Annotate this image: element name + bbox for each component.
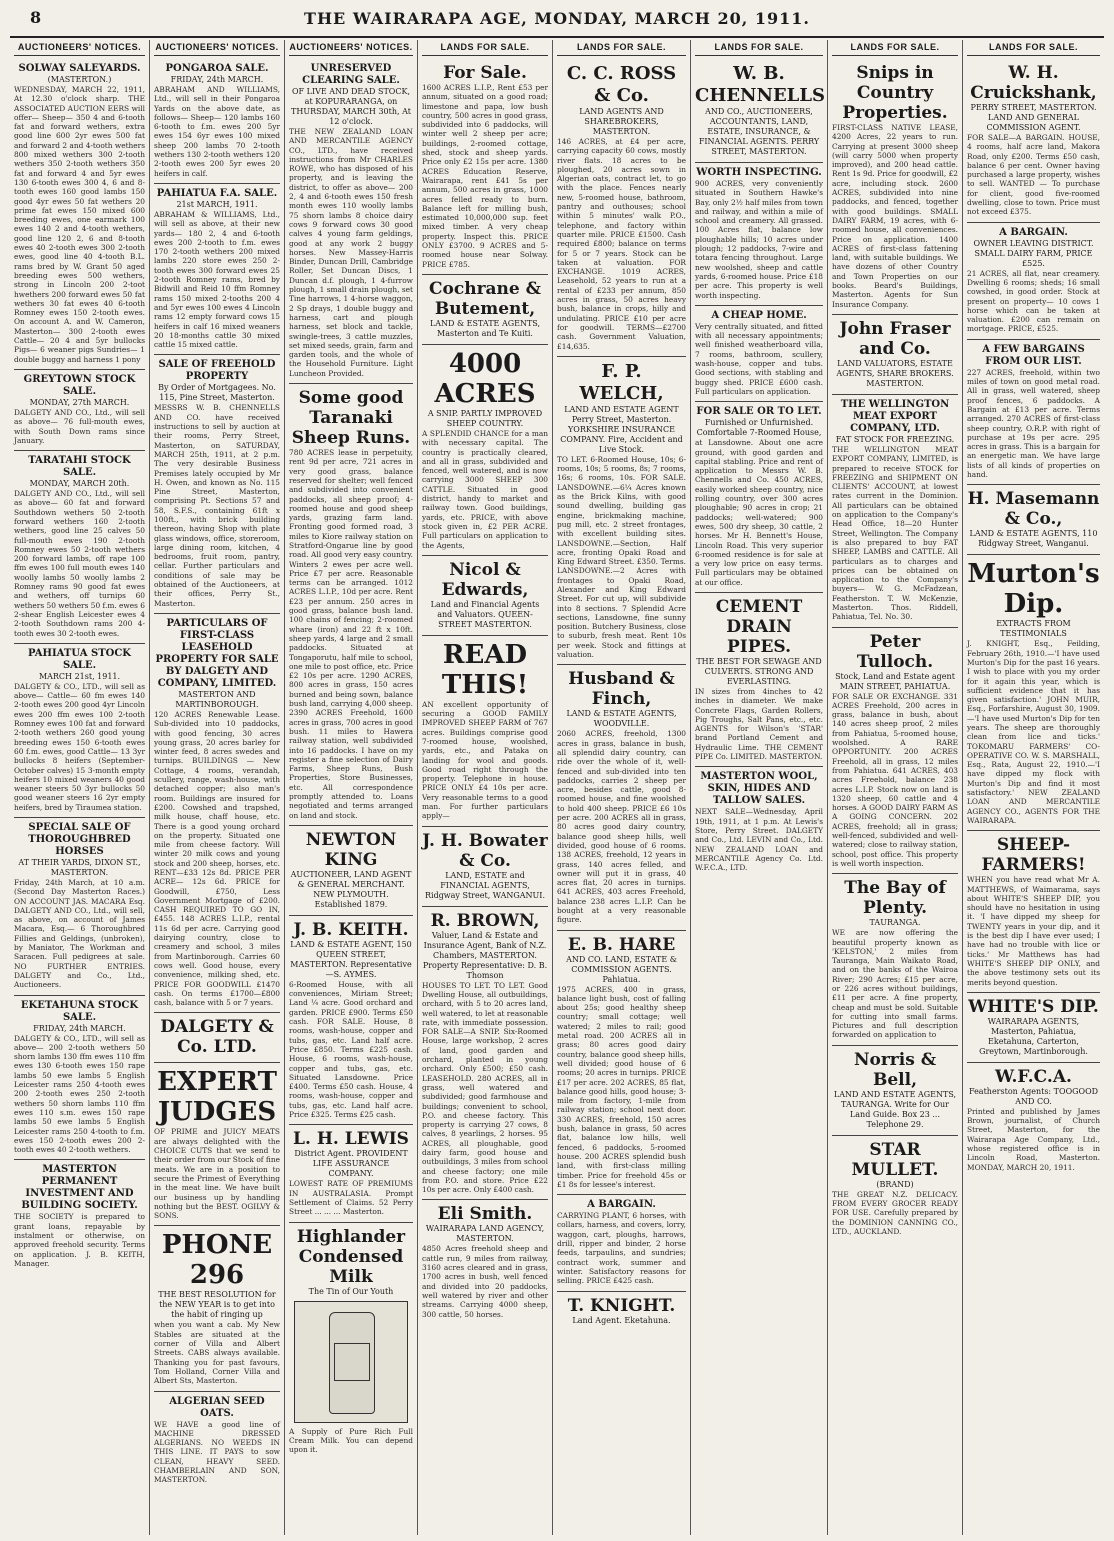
ad-title: For Sale. [443,63,527,83]
ad-title: EXPERT JUDGES [157,1067,277,1128]
advertisement [422,275,548,345]
ad-body: 146 ACRES, at £4 per acre, carrying capacity 60 cows, mostly river flats. 18 acres to be ploughed, 20 acres sown in Algerian oats, contract let, to go with the place. Fences nearly new, 5-roomed house, bathroom, pantry and outhouses; school within 5 minutes' walk P.O., telephone, and factory within quarter mile. PRICE £1500. Cash required £800; balance on terms for 5 or 7 years. Stock can be taken at valuation. FOR EXCHANGE. 1019 ACRES, Leasehold, 52 years to run at a rental of £233 per annum, 850 acres in grass, 50 acres heavy bush, balance in crops, hilly and undulating. PRICE £10 per acre for goodwill. TERMS—£2700 cash. Government Valuation, £14,635. [557,137,686,351]
advertisement [832,1136,958,1241]
column-header: AUCTIONEERS' NOTICES. [289,40,413,56]
ad-body: AN excellent opportunity of securing a GOOD FAMILY IMPROVED SHEEP FARM of 767 acres. Buildings comprise good 7-roomed house, woolshed, yards, etc., and Pataka on landing for wool and goods. Good road right through the property. Telephone in house. PRICE ONLY £4 10s per acre. Very reasonable terms to a good man. For further particulars apply— [422,699,548,821]
advertisement [154,59,280,184]
ad-body: 2060 ACRES, freehold, 1300 acres in grass, balance in bush, all splendid dairy country, can ride over the whole of it, well-fenced and sub-divided into ten paddocks, carries 2 sheep per acre, besides cattle, good 8-roomed house, and fine woolshed to hold 400 sheep. PRICE £6 10s per acre. 200 ACRES all in grass, 80 acres good dairy country, balance good sheep hills, well divided, good house of 6 rooms. 138 ACRES, freehold, 12 years in grass, 140 acres felled, and owner will put it in grass, 40 acres flat, 20 acres in turnips. 641 ACRES, 403 acres Freehold, balance 238 acres L.I.P. Can be bought at a very reasonable figure. [557,729,686,925]
advertisement [695,163,823,306]
page-number: 8 [30,8,42,27]
ad-body: 21 ACRES, all flat, near creamery. Dwelling 6 rooms; sheds; 16 small cowshed, in good order. Stock at present on property— 10 cows 1 horse which can be taken at valuation. £200 can remain on mortgage. PRICE, £525. [967,268,1100,334]
ad-title: READ THIS! [441,639,529,700]
advertisement [967,485,1100,555]
advertisement [14,370,145,451]
advertisement [967,555,1100,831]
ad-body: WEDNESDAY, MARCH 22, 1911, At 12.30 o'clock sharp. THE ASSOCIATED AUCTION EERS will offer— Sheep— 350 4 and 6-tooth fat and forward wethers, extra good line 600 2yr ewes 500 fat and forward 2 and 4-tooth wethers 800 mixed wethers 300 2-tooth wethers 350 2-tooth wethers 350 fat and forward 4 and 5yr ewes 130 6-tooth ewes 300 4, 6 and 8-tooth ewes 160 good lambs 150 good 4yr ewes 50 fat wethers 20 prime fat ewes 150 mixed 600 breeding ewes, one earmark 100 ewes 140 2 and 4-tooth wethers, good line 120 2, 6 and 8-tooth ewes 40 2-tooth ewes 300 2-tooth ewes, good line 40 4-tooth B.L. rams bred by W. Grant 50 aged breeding ewes 500 wethers, strong in Lincoln 200 2-toot hwethers 200 forward ewes 50 fat wethers 30 fat ewes 40 6-tooth Romney ewes 150 2-tooth ewes. On account A. and W. Cameron, Masterton— 300 2-tooth ewes Cattle— 20 4 and 5yr bullocks Pigs— 6 weaner pigs Sundries— 1 double buggy and harness 1 pony [14,85,145,364]
ad-title: MASTERTON WOOL, SKIN, HIDES AND TALLOW SALES. [700,771,818,807]
ad-title: DALGETY & Co. LTD. [160,1017,274,1058]
column-2 [150,40,285,1535]
ad-title: MASTERTON PERMANENT INVESTMENT AND BUILDING SOCIETY. [21,1164,138,1212]
ad-body: WE are now offering the beautiful property known as 'KELSTON,' 2 miles from Tauranga, Main Waikato Road, and on the banks of the Wairoa River; 290 Acres; £15 per acre, or 226 acres without buildings, £11 per acre. A fine property, cheap and must be sold. Suitable for cutting into small farms. Pictures and full description forwarded on application to [832,928,958,1040]
column-header: LANDS FOR SALE. [695,40,823,56]
column-6 [691,40,828,1535]
advertisement [557,665,686,930]
ad-subtitle: LAND AGENTS AND SHAREBROKERS, MASTERTON. [579,107,664,136]
ad-title: Murton's Dip. [967,559,1100,620]
column-7 [828,40,963,1535]
advertisement [557,931,686,1196]
advertisement [967,1063,1100,1177]
ad-body: THE NEW ZEALAND LOAN AND MERCANTILE AGENCY CO., LTD., have received instructions from Mr CHARLES ROWE, who has disposed of his property, and is leaving the district, to offer as above— 200 2, 4 and 6-tooth ewes 150 fresh month ewes 110 woolly lambs 75 shorn lambs 8 choice dairy cows 9 forward cows 30 good calves 4 young farm geldings, good at any work 2 buggy horses. New Massey-Harris Binder, Duncan Drill, Cambridge Roller, Set Duncan Discs, 1 Duncan d.f. plough, 1 4-furrow plough, 1 small drain plough, set Tine harrows, 1 4-horse waggon, 2 Sp drays, 1 double buggy and harness, cart and plough harness, set block and tackle, swingle-trees, 3 cattle muzzles, set mixed seeds, grain, farm and garden tools, and the whole of the Household Furniture. Light Luncheon Provided. [289,127,413,378]
ad-subtitle: District Agent. PROVIDENT LIFE ASSURANCE COMPANY. [294,1149,408,1179]
column-4 [418,40,553,1535]
ad-subtitle: (MASTERTON.) [47,75,112,84]
ad-subtitle: Land Agent. Eketahuna. [572,1315,671,1325]
ad-body: HOUSES TO LET. TO LET. Good Dwelling House, all outbuildings, orchard, with 5 to 20 acres land, well watered, to let at reasonable rate, with immediate possession. FOR SALE—A SNIP. Six-Roomed House, large workshop, 2 acres of land, good garden and orchard, planted in young orchard. Only £500; £50 cash. LEASEHOLD. 280 ACRES, all in grass, well watered and subdivided; good farmhouse and buildings; convenient to school, P.O. and cheese factory. This property is carrying 27 cows, 8 calves, 8 yearlings, 2 horses. 95 ACRES, all ploughable, good dairy farm, good house and outbuildings, 3 miles from school and cheese factory; one mile from P.O. and store. Price £22 10s per acre. Only £400 cash. [422,980,548,1195]
advertisement [422,345,548,556]
ad-title: E. B. HARE [567,934,676,955]
advertisement [14,818,145,996]
ad-title: Nicol & Edwards, [441,559,529,600]
ad-subtitle: LAND & ESTATE AGENTS, Masterton and Te Kuiti. [429,318,541,338]
column-3 [285,40,418,1535]
ad-body: DALGETY AND CO., Ltd., will sell as above— 76 full-mouth ewes, with South Down rams since January. [14,407,145,445]
ad-body: OF PRIME and JUICY MEATS are always delighted with the CHOICE CUTS that we send to their order from our Stock of fine meats. We are in a position to secure the Primest of Everything in the meat line. We have built our business up by handling nothing but the BEST. OGILVY & SONS. [154,1127,280,1221]
ad-subtitle: FRIDAY, 24th MARCH. [170,75,264,84]
ad-title: SHEEP-FARMERS! [981,835,1086,876]
ad-title: The Bay of Plenty. [844,878,946,919]
advertisement [967,59,1100,223]
ad-subtitle: LAND VALUATORS, ESTATE AGENTS, SHARE BROKERS. MASTERTON. [836,358,954,388]
advertisement [154,614,280,1014]
advertisement [422,556,548,636]
ad-title: Some good Taranaki Sheep Runs. [291,388,411,449]
advertisement [832,628,958,875]
ad-title: Norris & Bell, [853,1049,937,1090]
ad-title: A BARGAIN. [999,226,1068,238]
ad-title: W.F.C.A. [995,1066,1072,1087]
ad-title: PONGAROA SALE. [165,63,269,74]
ad-subtitle: THE BEST RESOLUTION for the NEW YEAR is to get into the habit of ringing up [158,1290,276,1320]
ad-subtitle: AND CO., AUCTIONEERS, ACCOUNTANTS, LAND, ESTATE, INSURANCE, & FINANCIAL AGENTS. PERRY STREET, MASTERTON. [698,107,820,156]
ad-subtitle: 21st MARCH, 1911. [176,199,258,209]
ad-title: John Fraser and Co. [839,318,951,359]
ad-body: Friday, 24th March, at 10 a.m. (Second Day Masterton Races.) ON ACCOUNT JAS. MACARA Esq. DALGETY AND CO., Ltd., will sell, as above, on account of James Macara, Esq.— 6 Thoroughbred Fillies and Geldings, (unbroken), by Maniator, The Workman and Saracen. Full pedigrees at sale. NO FURTHER ENTRIES. DALGETY and Co., Ltd., Auctioneers. [14,878,145,990]
ad-body: 6-Roomed House, with all conveniences, Miriam Street; Land ¼ acre. Good orchard and garden. PRICE £900. Terms £50 cash. FOR SALE. House, 8 rooms, wash-house, copper and tubs, gas, etc. Land half acre. Price £850. Terms £225 cash. House, 6 rooms, wash-house, copper and tubs, gas, etc. Situated Lansdowne. Price £400. Terms £50 cash. House, 4 rooms, wash-house, copper and tubs, gas, etc. Land half acre. Price £325. Terms £25 cash. [289,979,413,1120]
advertisement [154,1392,280,1490]
ad-title: STAR MULLET. [851,1139,939,1180]
ad-body: 780 ACRES lease in perpetuity, rent 9d per acre, 721 acres in very good grass, balance reserved for shelter; well fenced and subdivided into convenient paddocks, all sheep proof; 4-roomed house and good sheep yards, grazing farm land. Fronting good formed road, 3 miles to Kiore railway station on Stratford-Ongarue line by good road. All good very easy country. Winters 2 ewes per acre well. Price £7 per acre. Reasonable terms can be arranged. 1012 ACRES L.I.P., 10d per acre. Rent £23 per annum. 250 acres in good grass, balance bush land. 100 chains of fencing; 2-roomed whare (iron) and 22 ft x 10ft. sheep yards, 4 large and 2 small paddocks. Situated at Tongaporutu, half mile to school, one mile to post office, etc. Price £2 10s per acre. 1290 ACRES, 800 acres in grass, 150 acres burned and being sown, balance bush land, carrying 4,000 sheep. 2390 ACRES Freehold, 1600 acres in grass, 700 acres in good bush. 11 miles to Hawera railway station, well subdivided into 16 paddocks. I have on my register a fine selection of Dairy Farms, Sheep Runs, Bush Properties, Store Businesses, etc. All correspondence promptly attended to. Loans negotiated and terms arranged on land and stock. [289,448,413,820]
ad-subtitle: LAND AND ESTATE AGENTS, TAURANGA. Write for Our Land Guide. Box 23 ... Telephone 29. [833,1089,957,1129]
advertisement [557,59,686,357]
ad-subtitle: Valuer, Land & Estate and Insurance Agent, Bank of N.Z. Chambers, MASTERTON. Property Representative: D. B. Thomson [422,930,548,980]
advertisement [967,831,1100,993]
ad-body: DALGETY & CO., LTD., will sell as above— Cattle— 60 fm ewes 140 2-tooth ewes 200 good 4yr Lincoln ewes 200 ffm ewes 100 2-tooth Romney ewes 100 fat and forward 2-tooth wethers 260 good young breeding ewes 150 6-tooth ewes 60 f.m. ewes, good Cattle— 13 3yr bullocks 8 heifers (September-October calves) 15 3-month empty heifers 10 mixed weaners 40 good weaner steers 50 3yr bullocks 50 good weaner steers 16 2yr empty heifers, bred by Tiraumea station. [14,681,145,812]
advertisement [154,184,280,355]
advertisement [14,644,145,818]
ad-title: FOR SALE OR TO LET. [696,406,822,418]
advertisement [695,593,823,767]
ad-subtitle: The Tin of Our Youth [308,1286,394,1296]
ad-body: 4850 Acres freehold sheep and cattle run, 9 miles from railway, 3160 acres cleared and in grass, 1700 acres in bush, well fenced and divided into 20 paddocks, well watered by river and other streams. Carrying 4000 sheep, 300 cattle, 50 horses. [422,1244,548,1319]
ad-body: DALGETY & CO., LTD., will sell as above— 200 2-tooth wethers 50 shorn lambs 130 ffm ewes 110 ffm ewes 130 6-tooth ewes 150 rape lambs 50 ewe lambs 5 English Leicester rams 250 4-tooth ewes 200 2-tooth ewes 250 2-tooth wethers 50 shorn lambs 110 ffm ewes 110 s.m. ewes 150 rape lambs 50 ewe lambs 5 English Leicester rams 250 4-tooth to f.m. ewes 150 2-tooth ewes 200 2-tooth ewes 40 2-tooth wethers. [14,1033,145,1155]
ad-body: WHEN you have read what Mr A. MATTHEWS, of Waimarama, says about WHITE'S SHEEP DIP, you should have no hesitation in using it. 'I have dipped my sheep for TWENTY years in your dip, and it is the best dip I have ever used; I have had no trouble with lice or ticks.' Mr Matthews has had WHITE'S SHEEP DIP ONLY, and the above testimony sets out its merits beyond question. [967,875,1100,987]
ad-title: GREYTOWN STOCK SALE. [23,373,136,397]
column-header: LANDS FOR SALE. [422,40,548,56]
ad-subtitle: Land and Financial Agents and Valuators. QUEEN-STREET MASTERTON. [430,599,540,629]
ad-subtitle: TAURANGA. [869,918,921,928]
column-5 [553,40,691,1535]
milk-tin-illustration [294,1301,408,1423]
advertisement [967,223,1100,340]
ad-title: PAHIATUA STOCK SALE. [27,647,131,671]
ad-body: 1975 ACRES, 400 in grass, balance light bush, cost of falling about 25s; good healthy sheep country; small cottage; well watered; 2 miles to rail; good metal road. 200 ACRES all in grass; 80 acres good dairy country, balance good sheep hills, well divided; good house of 6 rooms; 20 acres in turnips. PRICE £17 per acre. 202 ACRES, 85 flat, balance good hills, good house; 3-mile from factory, 1-mile from railway station; school next door. 330 ACRES, freehold, 150 acres bush, balance in grass, 50 acres flat, balance low hills, well fenced, 6 paddocks, 5-roomed house. 200 ACRES splendid bush land, with first-class milling timber. Price for freehold 45s or £1 8s for lessee's interest. [557,984,686,1189]
advertisement [422,636,548,827]
advertisement [832,315,958,395]
column-header: AUCTIONEERS' NOTICES. [154,40,280,56]
advertisement [14,996,145,1161]
ad-body: 227 ACRES, freehold, within two miles of town on good metal road. All in grass, well watered, sheep proof fences, 6 paddocks. A Bargain at £13 per acre. Terms arranged. 270 ACRES of first-class sheep country, O.R.P. with right of purchase at 19s per acre. 295 acres in grass. This is a bargain for an energetic man. We have large lists of all kinds of properties on hand. [967,367,1100,480]
ad-subtitle: Featherston Agents: TOOGOOD AND CO. [968,1086,1099,1106]
advertisement [695,402,823,593]
ad-body: FOR SALE—A BARGAIN. HOUSE, 4 rooms, half acre land, Makora Road, only £200. Terms £50 cash, balance 6 per cent. Owner having purchased a large property, wishes to sell. WANTED — To purchase for client, good five-roomed dwelling, close to town. Price must not exceed £375. [967,133,1100,217]
advertisement [14,1160,145,1273]
advertisement [695,59,823,163]
ad-body: WE HAVE a good line of MACHINE DRESSED ALGERIANS. NO WEEDS IN THIS LINE. IT PAYS to sow CLEAN, HEAVY SEED. CHAMBERLAIN AND SON, MASTERTON. [154,1419,280,1485]
ad-title: PHONE 296 [161,1230,273,1291]
ad-title: UNRESERVED CLEARING SALE. [302,63,400,86]
masthead-title: THE WAIRARAPA AGE, MONDAY, MARCH 20, 1911. [304,9,810,28]
advertisement [289,59,413,384]
ad-title: L. H. LEWIS [293,1129,409,1150]
ad-subtitle: AUCTIONEER, LAND AGENT & GENERAL MERCHANT. NEW PLYMOUTH. Established 1879. [290,869,412,909]
ad-body: THE GREAT N.Z. DELICACY. FROM EVERY GROCER READY FOR USE. Carefully prepared by the DOMINION CANNING CO., LTD., AUCKLAND. [832,1189,958,1236]
ad-body: 1600 ACRES L.I.P., Rent £53 per annum, situated on a good road; limestone and papa, low bush country, 500 acres in good grass, subdivided into 6 paddocks, will winter well 2 sheep per acre; buildings, 2-roomed cottage, shed, stock and sheep yards. Price only £2 15s per acre. 1380 ACRES Education Reserve, Wairarapa, rent £41 5s per annum, 500 acres in grass, 1000 acres felled ready to burn. Balance left for milling bush, estimated 10,000,000 sup. feet mixed timber. A very cheap property. Inspect this. PRICE ONLY £3700. 9 ACRES and 5-roomed house near Solway. PRICE £785. [422,83,548,269]
ad-subtitle: FAT STOCK FOR FREEZING. [835,434,955,444]
ad-body: NEXT SALE—Wednesday, April 19th, 1911, at 1 p.m. At Lewis's Store, Perry Street. DALGETY and Co., Ltd. LEVIN and Co., Ltd. NEW ZEALAND LOAN and MERCANTILE Agency Co. Ltd. W.F.C.A., LTD. [695,807,823,873]
ad-body: ABRAHAM & WILLIAMS, Ltd., will sell as above, at their new yards— 180 2, 4 and 6-tooth ewes 200 2-tooth to f.m. ewes 170 2-tooth wethers 200 mixed lambs 220 store ewes 250 2-tooth ewes 300 forward ewes 25 2-tooth Romney rams, bred by Bidwill and Reid 10 ffm Romney rams 150 mixed 2-tooths 200 4 and 5yr ewes 100 ewes 4 Lincoln rams 12 empty forward cows 15 heifers in calf 16 mixed weaners 20 18-months cattle 30 mixed cattle 15 mixed cattle. [154,209,280,350]
advertisement [14,59,145,370]
advertisement [967,340,1100,486]
ad-subtitle: Furnished or Unfurnished. Comfortable 7-Roomed House, [696,418,822,438]
ad-body: when you want a cab. My New Stables are situated at the corner of Villa and Albert Streets. CABS always available. Thanking you for past favours, Tom Holland, Corner Villa and Albert Sts, Masterton. [154,1320,280,1386]
advertisement [154,1013,280,1063]
columns [10,40,1104,1535]
ad-title: Snips in Country Properties. [842,63,948,123]
advertisement [14,451,145,644]
ad-subtitle: OWNER LEAVING DISTRICT. SMALL DAIRY FARM, PRICE £525. [973,238,1094,268]
ad-title: Eli Smith. [437,1204,533,1225]
ad-subtitle: OF LIVE AND DEAD STOCK, at KOPURARANGA, on THURSDAY, MARCH 30th, At 12 o'clock. [291,87,411,126]
advertisement [422,907,548,1201]
ad-title: T. KNIGHT. [567,1295,676,1316]
ad-title: SALE OF FREEHOLD PROPERTY [158,359,276,383]
ad-title: C. C. ROSS & Co. [566,63,677,106]
ad-subtitle: By Order of Mortgagees. No. 115, Pine Street, Masterton. [158,383,276,403]
advertisement [154,1226,280,1391]
advertisement [289,1223,413,1460]
ad-title: ALGERIAN SEED OATS. [169,1395,265,1419]
ad-title: NEWTON KING [305,829,397,870]
ad-title: EKETAHUNA STOCK SALE. [20,999,139,1023]
ad-subtitle: AT THEIR YARDS, DIXON ST., MASTERTON. [18,858,141,877]
ad-title: THE WELLINGTON MEAT EXPORT COMPANY, LTD. [840,398,950,434]
ad-subtitle: LAND & ESTATE AGENTS, WOODVILLE. [566,709,677,729]
ad-subtitle: LAND & ESTATE AGENTS, 110 Ridgway Street, Wanganui. [969,529,1098,549]
ad-body: A Supply of Pure Rich Full Cream Milk. You can depend upon it. [289,1426,413,1455]
ad-title: PARTICULARS OF FIRST-CLASS LEASEHOLD PROPERTY FOR SALE BY DALGETY AND COMPANY, LIMITED. [155,617,279,689]
ad-title: F. P. WELCH, [579,360,664,404]
advertisement [557,1292,686,1331]
advertisement [289,916,413,1125]
ad-title: Cochrane & Butement, [429,278,541,319]
ad-subtitle: THE BEST FOR SEWAGE AND CULVERTS. STRONG AND EVERLASTING. [696,656,822,686]
ad-subtitle: MONDAY, MARCH 20th. [29,479,130,489]
ad-body: ABRAHAM AND WILLIAMS, Ltd., will sell in their Pongaroa Yards on the above date, as follows— Sheep— 120 lambs 160 6-tooth to f.m. ewes 200 5yr ewes 154 6yr ewes 100 mixed sheep 200 lambs 70 2-tooth wethers 130 2-tooth wethers 120 2-tooth ewes 200 5yr ewes 20 heifers in calf. [154,85,280,178]
ad-title: TARATAHI STOCK SALE. [28,455,131,479]
ad-body: 120 ACRES Renewable Lease. Sub-divided into 10 paddocks, with good fencing, 30 acres young grass, 20 acres barley for winter feed, 8 acres swedes and turnips. BUILDINGS — New Cottage, 4 rooms, verandah, scullery, range, wash-house, with detached copper; also man's room. Buildings are insured for £200. Cowshed and trapshed, milk house, chaff house, etc. There is a good young orchard on the property. Situated one mile from cheese factory. Will winter 20 milk cows and young stock and 200 sheep, horses, etc. RENT—£33 12s 8d. PRICE PER ACRE— 12s 6d. PRICE for Goodwill, £750, Less Government Mortgage of £200. CASH REQUIRED TO GO IN, £455. 148 ACRES L.I.P., rental 11s 6d per acre. Carrying good dairying country, close to creamery and school, 3 miles from Martinborough. Carries 60 cows well. Good house, every convenience, milking shed, etc. PRICE FOR GOODWILL £1470 cash. On terms £1700—£800 cash, balance with 5 or 7 years. [154,709,280,1008]
ad-subtitle: MASTERTON AND MARTINBOROUGH. [175,689,259,709]
ad-body: at Lansdowne. About one acre ground, with good garden and capital stabling. Price and rent of application to Messrs W. B. Chennells and Co. 450 ACRES, easily worked sheep country, nice rolling country, over 300 acres ploughable; 90 acres in crop; 21 paddocks; well-watered; 900 ewes, 500 dry sheep, 30 cattle, 2 horses. Mr H. Bennett's House, Lincoln Road. This very superior 6-roomed residence is for sale at a very low price on easy terms. Full particulars may be obtained at our office. [695,438,823,587]
ad-title: H. Masemann & Co., [967,489,1100,530]
advertisement [422,1200,548,1323]
ad-subtitle: AND CO. LAND, ESTATE & COMMISSION AGENTS. Pahiatua. [566,954,677,984]
ad-body: J. KNIGHT, Esq., Feilding, February 26th, 1910.—'I have used Murton's Dip for the past 16 years. I wish to place with you my order for it again this year, which is sufficient evidence that it has given satisfaction.' JOHN MUIR, Esq., Forfarshire, August 30, 1909.—'I have used Murton's Dip for ten years. The sheep are thoroughly clean from lice and ticks.' TOKOMARU FARMERS' CO-OPERATIVE CO. W. S. MARSHALL, Esq., Rata, August 22, 1910.—'I have dipped my flock with Murton's Dip and find it most satisfactory.' NEW ZEALAND LOAN AND MERCANTILE AGENCY CO., AGENTS FOR THE WAIRARAPA. [967,639,1100,825]
ad-body: Printed and published by James Brown, journalist, of Church Street, Masterton, for the Wairarapa Age Company, Ltd., whose registered office is in Lincoln Road, Masterton. MONDAY, MARCH 20, 1911. [967,1106,1100,1172]
ad-title: CEMENT DRAIN PIPES. [715,596,803,657]
ad-body: Very centrally situated, and fitted with all necessary appointments; well finished weatherboard villa, 7 rooms, bathroom, scullery, wash-house, copper and tubs. Good sections, with stabling and buggy shed. PRICE £600 cash. Full particulars on application. [695,321,823,396]
ad-title: WORTH INSPECTING. [696,167,822,178]
ad-body: IN sizes from 4inches to 42 inches in diameter. We make Concrete Flags, Garden Rollers, Pig Troughs, Salt Pans, etc., etc. AGENTS for Wilson's 'STAR' brand Portland Cement and Hydraulic Lime. THE CEMENT PIPE Co. LIMITED. MASTERTON. [695,686,823,762]
ad-body: A SPLENDID CHANCE for a man with necessary capital. The country is practically cleared, and all in grass, subdivided and fenced, well watered, and is now carrying 3000 SHEEP 300 CATTLE. Situated in good district, handy to market and railway town. Good buildings, yards, etc. PRICE, with above stock given in, £2 PER ACRE. Full particulars on application to the Agents, [422,428,548,550]
ad-title: SOLWAY SALEYARDS. [18,63,141,74]
ad-body: FOR SALE OR EXCHANGE. 331 ACRES Freehold, 200 acres in grass, balance in bush, about 140 acres sheep proof, 2 miles from Pahiatua, 5-roomed house, woolshed. A RARE OPPORTUNITY. 200 ACRES Freehold, all in grass, 12 miles from Pahiatua. 641 ACRES, 403 acres Freehold, balance 238 acres L.I.P. Stock now on land is 1320 sheep, 60 cattle and 4 horses. A GOOD DAIRY FARM AS A GOING CONCERN. 202 ACRES, freehold; all in grass; well-fenced, subdivided and well-watered; close to railway station, school, post office. This property is well worth inspection. [832,691,958,868]
ad-title: A FEW BARGAINS FROM OUR LIST. [982,343,1085,367]
ad-title: R. BROWN, [430,910,540,931]
ad-title: SPECIAL SALE OF THOROUGHBRED HORSES [28,822,131,857]
advertisement [422,827,548,907]
ad-title: W. H. Cruickshank, [970,63,1097,103]
ad-title: J. B. KEITH. [293,919,409,940]
ad-subtitle: LAND, ESTATE and FINANCIAL AGENTS, Ridgway Street, WANGANUI. [424,870,545,900]
ad-body: 900 ACRES, very conveniently situated in Southern Hawke's Bay, only 2½ half miles from town and railway, and within a mile of school and creamery. All grassed. 100 Acres flat, balance low ploughable hills; 10 acres under plough; 12 paddocks, 7-wire and totara fencing throughout. Large new woolshed, sheep and cattle yards, 6-roomed house. Price £18 per acre. This property is well worth inspecting. [695,179,823,300]
advertisement [557,357,686,666]
advertisement [695,767,823,877]
advertisement [154,355,280,614]
ad-subtitle: WAIRARAPA AGENTS, Masterton, Pahiatua, Eketahuna, Carterton, Greytown, Martinborough. [979,1016,1088,1056]
column-header: LANDS FOR SALE. [557,40,686,56]
ad-title: J. H. Bowater & Co. [422,830,548,871]
advertisement [422,59,548,275]
ad-subtitle: MARCH 21st, 1911. [38,671,121,681]
advertisement [832,874,958,1046]
ad-title: Husband & Finch, [568,669,675,710]
ad-subtitle: PERRY STREET, MASTERTON. LAND AND GENERAL COMMISSION AGENT. [970,103,1097,132]
ad-subtitle: EXTRACTS FROM TESTIMONIALS [996,619,1071,639]
advertisement [154,1063,280,1226]
ad-body: DALGETY AND CO., Ltd., will sell as above— 60 fat and forward Southdown wethers 50 2-tooth forward wethers 160 2-tooth wethers, good line 25 calves 50 full-mouth ewes 190 2-tooth Romney ewes 50 2-tooth wethers 200 forward lambs, off rape 100 ffm ewes 100 full mouth ewes 140 woolly lambs 50 woolly lambs 2 Romney rams 90 good fat ewes and wethers, off turnips 60 wethers 50 wethers 50 f.m. ewes 6 2-shear English Leicester ewes 4 2-tooth Southdown rams 200 4-tooth ewes 30 2-tooth ewes. [14,489,145,638]
ad-title: A BARGAIN. [587,1199,656,1211]
ad-title: WHITE'S DIP. [968,996,1099,1017]
ad-body: CARRYING PLANT, 6 horses, with collars, harness, and covers, lorry, waggon, cart, ploughs, harrows, drill, ripper and binder, 2 horse feeds, tarpaulins, and sundries; contract work, summer and winter. Satisfactory reasons for selling. PRICE £425 cash. [557,1211,686,1286]
advertisement [967,993,1100,1063]
ad-body: FIRST-CLASS NATIVE LEASE, 4200 Acres, 22 years to run. Carrying at present 3000 sheep (will carry 5000 when property improved), and 200 head cattle. Rent 1s 9d. Price for goodwill, £2 acre, including stock. 2600 ACRES, subdivided into nine paddocks, and fenced, together with good buildings. SMALL DAIRY FARM, 19 acres, with 6-roomed house, all conveniences. Price on application. 1400 ACRES of first-class fattening land, with suitable buildings. We have dozens of other Country and Town Properties on our books. Beard's Buildings, Masterton. Agents for Sun Insurance Company. [832,123,958,309]
advertisement [832,59,958,315]
advertisement [289,384,413,826]
ad-body: LOWEST RATE OF PREMIUMS IN AUSTRALASIA. Prompt Settlement of Claims. 52 Perry Street ... ... ... Masterton. [289,1179,413,1217]
column-header: AUCTIONEERS' NOTICES. [14,40,145,56]
advertisement [832,395,958,628]
ad-subtitle: FRIDAY, 24th MARCH. [33,1023,126,1033]
ad-title: 4000 ACRES [434,348,536,409]
ad-subtitle: LAND & ESTATE AGENT, 150 QUEEN STREET, MASTERTON. Representative—S. AYMES. [290,939,412,979]
ad-subtitle: Stock, Land and Estate agent MAIN STREET, PAHIATUA. [835,671,955,691]
ad-body: THE SOCIETY is prepared to grant loans, repayable by instalment or otherwise, on approved freehold security. Terms on application. J. B. KEITH, Manager. [14,1212,145,1268]
ad-title: A CHEAP HOME. [711,309,807,321]
column-header: LANDS FOR SALE. [967,40,1100,56]
milk-tin-icon [329,1312,376,1414]
ad-title: Highlander Condensed Milk [296,1226,406,1287]
advertisement [557,1195,686,1291]
ad-subtitle: WAIRARAPA LAND AGENCY, MASTERTON. [425,1224,545,1244]
masthead [10,6,1104,38]
ad-subtitle: A SNIP. PARTLY IMPROVED SHEEP COUNTRY. [427,408,543,428]
column-8 [963,40,1104,1535]
advertisement [832,1046,958,1136]
ad-body: THE WELLINGTON MEAT EXPORT COMPANY, LIMITED, is prepared to receive STOCK for FREEZING and SHIPMENT ON CLIENTS' ACCOUNT, at lowest rates current in the Dominion. All particulars can be obtained on application to the Company's Head Office, 18—20 Hunter Street, Wellington. The Company is also prepared to buy FAT SHEEP, LAMBS and CATTLE. All particulars as to charges and prices can be obtained on application to the Company's buyers— W. G. McFadzean, Featherston. T. W. McKenzie, Masterton. Thos. Riddell, Pahiatua, Tel. No. 30. [832,444,958,622]
ad-body: TO LET. 6-Roomed House, 10s; 6-rooms, 10s; 5 rooms, 8s; 7 rooms, 16s; 6 rooms, 10s. FOR SALE. LANSDOWNE.—6¼ Acres known as the Brick Kilns, with good sound dwelling, building gas engine, brickmaking machine, pug mill, etc. 2 street frontages, with excellent building sites. LANSDOWNE.—Section, Half acre, fronting Opaki Road and King Edward Street. £350. Terms. LANSDOWNE.—2 Acres with frontages to Opaki Road, Alexander and King Edward Street. For cut up, will subdivide into 8 sections. 7 Splendid Acre sections, Lansdowne, fine sunny position. Butchery Business, close to suburb, fresh meat. Rent 10s per week. Stock and fittings at valuation. [557,454,686,660]
ad-subtitle: (BRAND) [876,1179,914,1189]
advertisement [289,826,413,916]
ad-title: W. B. CHENNELLS [695,63,825,106]
ad-subtitle: MONDAY, 27th MARCH. [29,397,130,407]
advertisement [289,1125,413,1222]
column-header: LANDS FOR SALE. [832,40,958,56]
ad-title: PAHIATUA F.A. SALE. [156,187,278,199]
ad-title: Peter Tulloch. [856,631,934,672]
ad-subtitle: LAND AND ESTATE AGENT Perry Street, Masterton. YORKSHIRE INSURANCE COMPANY. Fire, Accident and Live Stock. [560,404,683,454]
ad-body: MESSRS W. B. CHENNELLS AND CO. have received instructions to sell by auction at their rooms, Perry Street, Masterton, on SATURDAY, MARCH 25th, 1911, at 2 p.m. The very desirable Business Premises lately occupied by Mr H. Owen, and known as No. 115 Pine Street, Masterton, comprising Pt. Sections 57 and 58, S.F.S., containing 61ft x 100ft., with brick building thereon, having Shop with plate glass windows, office, storeroom, large dining room, kitchen, 4 bedrooms, fruit room, pantry, cellar. Further particulars and conditions of sale may be obtained of the Auctioneers, at their offices, Perry St., Masterton. [154,403,280,608]
column-1 [10,40,150,1535]
advertisement [695,306,823,402]
